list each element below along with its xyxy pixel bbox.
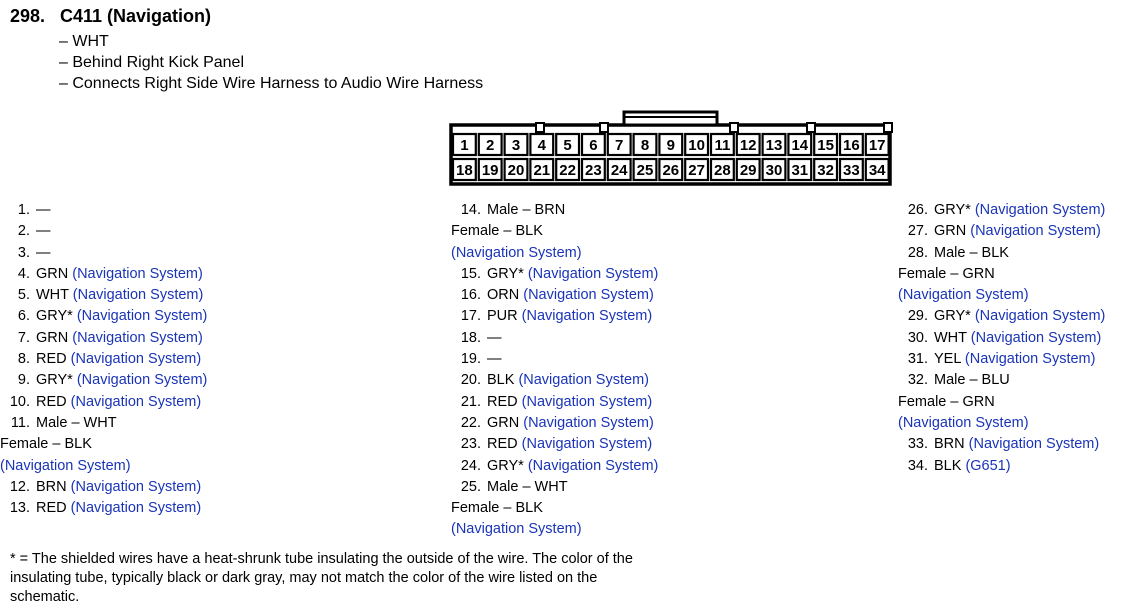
pin-entry [0, 221, 207, 242]
pin-number: 3. [17, 244, 30, 261]
pin-entry [451, 285, 658, 306]
pin-number: 16. [460, 287, 481, 304]
wire-color: RED [36, 500, 71, 517]
pin-number: 4. [17, 265, 30, 282]
system-link[interactable]: (Navigation System) [70, 500, 202, 517]
connector-bottom-row [453, 159, 889, 180]
system-link[interactable]: (Navigation System) [974, 202, 1106, 218]
pin-entry [898, 456, 1105, 477]
pin-cavity-label: 4 [537, 137, 546, 154]
pin-entry [0, 328, 207, 349]
connector-location: – Behind Right Kick Panel [59, 54, 244, 71]
system-link[interactable]: (Navigation System) [523, 414, 654, 431]
wire-color: WHT [934, 329, 971, 346]
system-link[interactable]: (Navigation System) [527, 265, 659, 282]
pin-cavity-label: 16 [843, 137, 860, 154]
pin-number: 30. [907, 329, 928, 346]
pin-number: 12. [9, 478, 30, 495]
pin-entry-continuation [898, 392, 1105, 413]
wire-color: — [36, 202, 51, 218]
wire-color: — [36, 244, 51, 261]
pin-cavity-label: 22 [559, 162, 576, 179]
pin-cavity-label: 31 [791, 162, 809, 179]
pin-entry [898, 434, 1105, 455]
pin-number: 27. [907, 223, 928, 240]
wire-color: RED [36, 393, 71, 410]
pin-entry-continuation [0, 456, 207, 477]
pin-number: 11. [10, 414, 30, 431]
pin-number: 7. [17, 329, 30, 346]
wire-color: Male – BLU [934, 372, 1010, 389]
pin-entry [898, 349, 1105, 370]
wire-color: GRN [487, 414, 524, 431]
wire-color: PUR [487, 308, 522, 325]
system-link[interactable]: (Navigation System) [521, 436, 653, 453]
system-link[interactable]: (Navigation System) [974, 308, 1106, 325]
wire-color: — [36, 223, 51, 240]
system-link[interactable]: (Navigation System) [70, 351, 202, 368]
pin-column-2 [451, 200, 658, 541]
pin-number: 32. [907, 372, 928, 389]
wire-color: Male – WHT [36, 414, 117, 431]
wire-color: GRY* [934, 202, 975, 218]
system-link[interactable]: (Navigation System) [0, 457, 131, 474]
system-link[interactable]: (Navigation System) [898, 414, 1029, 431]
wire-color: RED [36, 351, 71, 368]
pin-cavity-label: 2 [486, 137, 495, 154]
pin-entry [451, 413, 658, 434]
pin-entry [451, 264, 658, 285]
wire-color: Female – GRN [898, 265, 995, 282]
pin-cavity-label: 25 [636, 162, 654, 179]
wire-color: RED [487, 393, 522, 410]
wire-color: Male – WHT [487, 478, 568, 495]
wire-color: BRN [36, 478, 71, 495]
pin-entry [0, 392, 207, 413]
wire-color: BLK [934, 457, 966, 474]
wire-color: BLK [487, 372, 519, 389]
pin-number: 1. [17, 202, 30, 218]
pin-number: 22. [460, 414, 481, 431]
pin-number: 31. [907, 351, 928, 368]
pin-cavity-label: 20 [507, 162, 525, 179]
pin-entry [0, 243, 207, 264]
connector-diagram [440, 105, 900, 190]
pin-column-3 [898, 200, 1105, 477]
wire-color: GRY* [36, 308, 77, 325]
pin-number: 10. [9, 393, 30, 410]
pin-number: 20. [460, 372, 481, 389]
pin-number: 8. [17, 351, 30, 368]
pin-entry [451, 349, 658, 370]
wire-color: GRY* [487, 265, 528, 282]
wire-color: — [487, 351, 502, 368]
wire-color: GRN [36, 265, 73, 282]
system-link[interactable]: (Navigation System) [523, 287, 654, 304]
pin-cavity-label: 7 [615, 137, 624, 154]
pin-number: 5. [17, 287, 30, 304]
system-link[interactable]: (Navigation System) [451, 521, 582, 538]
wire-color: GRN [36, 329, 73, 346]
system-link[interactable]: (Navigation System) [968, 436, 1100, 453]
pin-entry [898, 370, 1105, 391]
connector-key-notch [600, 123, 608, 132]
pin-cavity-label: 29 [739, 162, 757, 179]
pin-entry-continuation [451, 519, 658, 540]
pin-cavity-label: 17 [868, 137, 886, 154]
pin-entry-continuation [898, 264, 1105, 285]
pin-entry [898, 306, 1105, 327]
pin-entry [898, 200, 1105, 221]
pin-entry [451, 456, 658, 477]
pin-entry [0, 477, 207, 498]
pin-entry [451, 370, 658, 391]
pin-number: 2. [17, 223, 30, 240]
wire-color: GRN [934, 223, 971, 240]
pin-number: 19. [460, 351, 481, 368]
system-link[interactable]: (Navigation System) [521, 308, 653, 325]
pin-number: 18. [460, 329, 481, 346]
pin-cavity-label: 13 [765, 137, 783, 154]
pin-number: 26. [907, 202, 928, 218]
pin-cavity-label: 11 [714, 137, 731, 154]
pin-number: 33. [907, 436, 928, 453]
pin-entry [0, 306, 207, 327]
pin-entry-continuation [451, 498, 658, 519]
pin-entry-continuation [0, 434, 207, 455]
pin-entry [451, 306, 658, 327]
pin-cavity-label: 3 [511, 137, 521, 154]
pin-cavity-label: 19 [481, 162, 499, 179]
pin-cavity-label: 27 [688, 162, 705, 179]
pin-cavity-label: 14 [791, 137, 809, 154]
pin-entry [451, 434, 658, 455]
page-header [10, 6, 211, 27]
system-link[interactable]: (Navigation System) [898, 287, 1029, 304]
system-link[interactable]: (Navigation System) [964, 351, 1096, 368]
system-link[interactable]: (Navigation System) [76, 308, 208, 325]
pin-entry-continuation [451, 243, 658, 264]
pin-cavity-label: 24 [610, 162, 628, 179]
pin-cavity-label: 8 [640, 137, 650, 154]
connector-key-notch [884, 123, 892, 132]
connector-color: – WHT [59, 33, 109, 50]
pin-entry [451, 477, 658, 498]
system-link[interactable]: (Navigation System) [72, 265, 203, 282]
system-link[interactable]: (Navigation System) [518, 372, 649, 389]
wire-color: Male – BRN [487, 202, 566, 218]
pin-entry [0, 498, 207, 519]
wire-color: GRY* [934, 308, 975, 325]
pin-cavity-label: 33 [843, 162, 860, 179]
pin-column-1 [0, 200, 207, 519]
wire-color: GRY* [36, 372, 77, 389]
wire-color: — [487, 329, 502, 346]
system-link[interactable]: (Navigation System) [76, 372, 208, 389]
pin-cavity-label: 18 [456, 162, 473, 179]
pin-number: 17. [460, 308, 481, 325]
pin-entry [898, 243, 1105, 264]
system-link[interactable]: (Navigation System) [70, 478, 202, 495]
wire-color: Female – BLK [451, 500, 543, 517]
pin-entry [0, 285, 207, 306]
pin-number: 34. [907, 457, 928, 474]
system-link[interactable]: (G651) [965, 457, 1011, 474]
pin-entry [0, 413, 207, 434]
pin-cavity-label: 9 [666, 137, 675, 154]
pin-cavity-label: 23 [585, 162, 602, 179]
pin-entry [451, 200, 658, 221]
pin-entry [451, 392, 658, 413]
pin-entry [898, 221, 1105, 242]
wire-color: GRY* [487, 457, 528, 474]
system-link[interactable]: (Navigation System) [451, 244, 582, 261]
system-link[interactable]: (Navigation System) [72, 329, 203, 346]
wire-color: ORN [487, 287, 524, 304]
connector-key-notch [730, 123, 738, 132]
wire-color: YEL [934, 351, 965, 368]
wire-color: BRN [934, 436, 969, 453]
footnote: * = The shielded wires have a heat-shrunk tube insulating the outside of the wire. The color of the insulating tube, typically black or dark gray, may not match the color of the wire listed on the schematic. [10, 551, 633, 605]
section-number: 298. [10, 6, 46, 26]
system-link[interactable]: (Navigation System) [70, 393, 202, 410]
wire-color: Female – BLK [0, 436, 92, 453]
pin-entry [0, 349, 207, 370]
pin-entry-continuation [898, 285, 1105, 306]
connector-top-row [453, 134, 889, 155]
pin-entry-continuation [451, 221, 658, 242]
pin-cavity-label: 6 [589, 137, 598, 154]
pin-entry [0, 264, 207, 285]
pin-cavity-label: 15 [817, 137, 834, 154]
pin-entry-continuation [898, 413, 1105, 434]
pin-entry [898, 328, 1105, 349]
pin-cavity-label: 34 [868, 162, 886, 179]
wire-color: Male – BLK [934, 244, 1009, 261]
system-link[interactable]: (Navigation System) [527, 457, 659, 474]
pin-number: 9. [17, 372, 30, 389]
pin-entry [0, 200, 207, 221]
system-link[interactable]: (Navigation System) [970, 329, 1102, 346]
pin-number: 24. [460, 457, 481, 474]
pin-cavity-label: 1 [460, 137, 469, 154]
pin-number: 14. [460, 202, 481, 218]
system-link[interactable]: (Navigation System) [521, 393, 653, 410]
pin-number: 15. [460, 265, 481, 282]
pin-number: 23. [460, 436, 481, 453]
pin-cavity-label: 21 [533, 162, 551, 179]
pin-number: 21. [460, 393, 481, 410]
pin-cavity-label: 12 [739, 137, 757, 154]
pin-cavity-label: 5 [563, 137, 572, 154]
pin-cavity-label: 10 [688, 137, 705, 154]
wire-color: RED [487, 436, 522, 453]
wire-color: Female – BLK [451, 223, 543, 240]
connector-lock-tab [624, 112, 717, 125]
pin-number: 25. [460, 478, 481, 495]
pin-cavity-label: 26 [662, 162, 680, 179]
pin-number: 6. [17, 308, 30, 325]
pin-cavity-label: 32 [817, 162, 834, 179]
pin-entry [451, 328, 658, 349]
pin-cavity-label: 28 [714, 162, 731, 179]
system-link[interactable]: (Navigation System) [72, 287, 204, 304]
pin-number: 28. [907, 244, 928, 261]
system-link[interactable]: (Navigation System) [970, 223, 1101, 240]
connector-description: – Connects Right Side Wire Harness to Audio Wire Harness [59, 75, 484, 92]
wire-color: Female – GRN [898, 393, 995, 410]
pin-cavity-label: 30 [765, 162, 783, 179]
connector-key-notch [807, 123, 815, 132]
pin-entry [0, 370, 207, 391]
connector-key-notch [536, 123, 544, 132]
wire-color: WHT [36, 287, 73, 304]
pin-number: 13. [9, 500, 30, 517]
pin-number: 29. [907, 308, 928, 325]
connector-title: C411 (Navigation) [60, 6, 212, 26]
